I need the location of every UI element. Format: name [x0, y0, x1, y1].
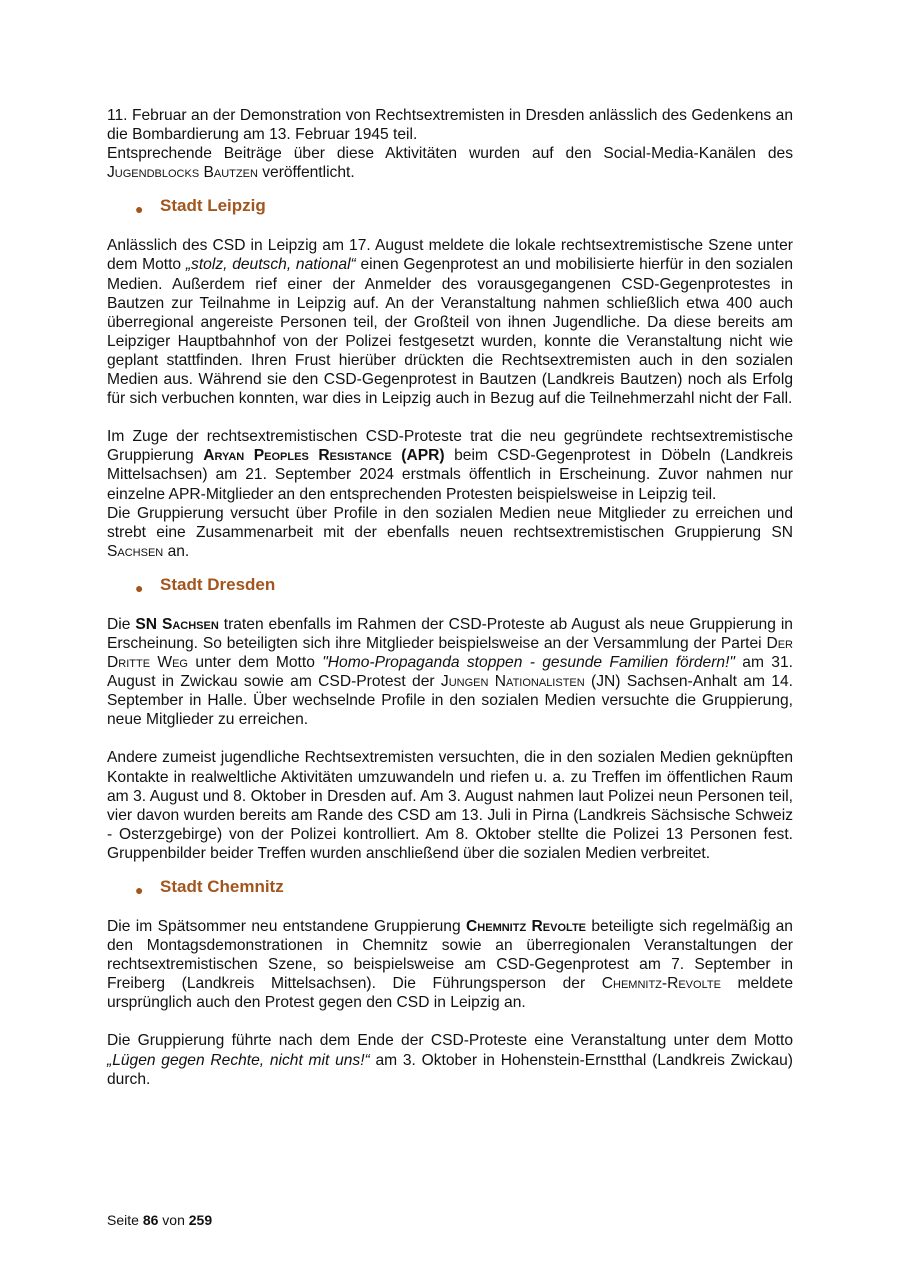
chemnitz-text-2b: am 3. Oktober in Hohenstein-Ernstthal (Landkreis Zwickau) durch.: [107, 1051, 793, 1088]
sn-sachsen-name: SN Sachsen: [107, 523, 793, 560]
section-heading-dresden: [107, 575, 793, 615]
dresden-text-1d: am 31. August in Zwickau sowie am CSD-Protest der: [107, 654, 793, 691]
bullet-icon: ●: [135, 201, 144, 218]
leipzig-motto: „stolz, deutsch, national“: [185, 256, 356, 274]
page-footer: [107, 1212, 212, 1228]
total-pages: 259: [188, 1212, 213, 1228]
leipzig-paragraph-2: [107, 427, 793, 503]
dresden-text-2: Andere zumeist jugendliche Rechtsextremisten versuchten, die in den sozialen Medien geknüpften Kontakte in realweltliche Aktivitäten umzuwandeln und riefen u. a. zu Treffen im öffentlichen Raum am 3. August und 8. Oktober in Dresden auf. Am 3. August nahmen laut Polizei neun Personen teil, vier davon wurden bereits am Rande des CSD am 13. Juli in Pirna (Landkreis Sächsische Schweiz - Osterzgebirge) von der Polizei kontrolliert. Am 8. Oktober stellte die Polizei 13 Personen fest. Gruppenbilder beider Treffen wurden anschließend über die sozialen Medien verbreitet.: [107, 749, 793, 862]
leipzig-text-2a: Im Zuge der rechtsextremistischen CSD-Proteste trat die neu gegründete rechtsextremistische Gruppierung: [107, 428, 793, 465]
dresden-text-1c: unter dem Motto: [188, 654, 323, 672]
bullet-icon: ●: [135, 579, 144, 596]
intro-paragraph-2: [107, 144, 793, 182]
section-heading-leipzig: [107, 196, 793, 236]
chemnitz-motto: „Lügen gegen Rechte, nicht mit uns!“: [107, 1051, 370, 1069]
leipzig-text-3b: an.: [163, 542, 190, 560]
document-page: [107, 106, 793, 1089]
apr-group-name: Aryan Peoples Resistance (APR): [203, 447, 445, 465]
leipzig-text-1b: einen Gegenprotest an und mobilisierte hierfür in den sozialen Medien. Außerdem rief einer der Anmelder des vorausgegangenen CSD-Gegenprotestes in Bautzen zur Teilnahme in Leipzig auf. An der Veranstaltung nahmen schließlich etwa 400 auch überregional angereiste Personen teil, der Großteil von ihnen Jugendliche. Da diese bereits am Leipziger Hauptbahnhof von der Polizei festgesetzt wurden, konnte die Veranstaltung nicht wie geplant stattfinden. Ihren Frust hierüber drückten die Rechtsextremisten auch in den sozialen Medien aus. Während sie den CSD-Gegenprotest in Bautzen (Landkreis Bautzen) noch als Erfolg für sich verbuchen konnten, war dies in Leipzig auch in Bezug auf die Teilnehmerzahl nicht der Fall.: [107, 256, 793, 408]
leipzig-text-2b: beim CSD-Gegenprotest in Döbeln (Landkreis Mittelsachsen) am 21. September 2024 erstmals öffentlich in Erscheinung. Zuvor nahmen nur einzelne APR-Mitglieder an den entsprechenden Protesten beispielsweise in Leipzig teil.: [107, 447, 793, 503]
intro-paragraph-1: [107, 106, 793, 144]
leipzig-paragraph-3: [107, 504, 793, 561]
chemnitz-text-1a: Die im Spätsommer neu entstandene Gruppierung: [107, 918, 467, 935]
heading-text-leipzig: Stadt Leipzig: [160, 196, 266, 216]
leipzig-text-3a: Die Gruppierung versucht über Profile in den sozialen Medien neue Mitglieder zu erreichen und strebt eine Zusammenarbeit mit der ebenfalls neuen rechtsextremistischen Gruppierung: [107, 504, 793, 541]
sn-sachsen-bold-name: SN Sachsen: [135, 615, 219, 633]
leipzig-paragraph-1: [107, 236, 793, 408]
page-number: 86: [142, 1212, 159, 1228]
dresden-text-1b: traten ebenfalls im Rahmen der CSD-Proteste ab August als neue Gruppierung in Erscheinung. So beteiligten sich ihre Mitglieder beispielsweise an der Versammlung der Partei: [107, 615, 793, 652]
dresden-text-1a: Die: [107, 615, 136, 633]
chemnitz-text-1c: meldete ursprünglich auch den Protest gegen den CSD in Leipzig an.: [107, 975, 793, 1012]
chemnitz-revolte-name-2: Chemnitz-Revolte: [601, 975, 721, 993]
jn-name: Jungen Nationalisten: [440, 673, 585, 691]
intro-text-2b: veröffentlicht.: [257, 164, 355, 182]
dresden-motto: "Homo-Propaganda stoppen - gesunde Familien fördern!": [322, 654, 735, 672]
chemnitz-revolte-name: Chemnitz Revolte: [466, 918, 586, 935]
heading-text-dresden: Stadt Dresden: [160, 574, 276, 594]
dresden-paragraph-2: [107, 748, 793, 863]
footer-prefix: Seite: [107, 1212, 143, 1228]
dresden-paragraph-1: [107, 615, 793, 730]
intro-text-2a: Entsprechende Beiträge über diese Aktivitäten wurden auf den Social-Media-Kanälen des: [107, 145, 793, 163]
chemnitz-paragraph-2: [107, 1031, 793, 1088]
footer-mid: von: [158, 1212, 189, 1228]
chemnitz-paragraph-1: [107, 917, 793, 1012]
chemnitz-text-2a: Die Gruppierung führte nach dem Ende der CSD-Proteste eine Veranstaltung unter dem Motto: [107, 1032, 793, 1050]
jugendblocks-name: Jugendblocks Bautzen: [107, 164, 258, 182]
heading-text-chemnitz: Stadt Chemnitz: [160, 877, 284, 896]
leipzig-text-1a: Anlässlich des CSD in Leipzig am 17. August meldete die lokale rechtsextremistische Szene unter dem Motto: [107, 237, 793, 274]
party-name: Der Dritte Weg: [107, 634, 793, 672]
bullet-icon: ●: [135, 882, 144, 898]
section-heading-chemnitz: [107, 877, 793, 917]
dresden-text-1e: (JN) Sachsen-Anhalt am 14. September in Halle. Über wechselnde Profile in den sozialen Medien versuchte die Gruppierung, neue Mitglieder zu erreichen.: [107, 673, 793, 729]
intro-text-1: 11. Februar an der Demonstration von Rechtsextremisten in Dresden anlässlich des Gedenkens an die Bombardierung am 13. Februar 1945 teil.: [107, 107, 793, 144]
chemnitz-text-1b: beteiligte sich regelmäßig an den Montagsdemonstrationen in Chemnitz sowie an überregionalen Veranstaltungen der rechtsextremistischen Szene, so beispielsweise am CSD-Gegenprotest am 7. September in Freiberg (Landkreis Mittelsachsen). Die Führungsperson der: [107, 918, 793, 993]
